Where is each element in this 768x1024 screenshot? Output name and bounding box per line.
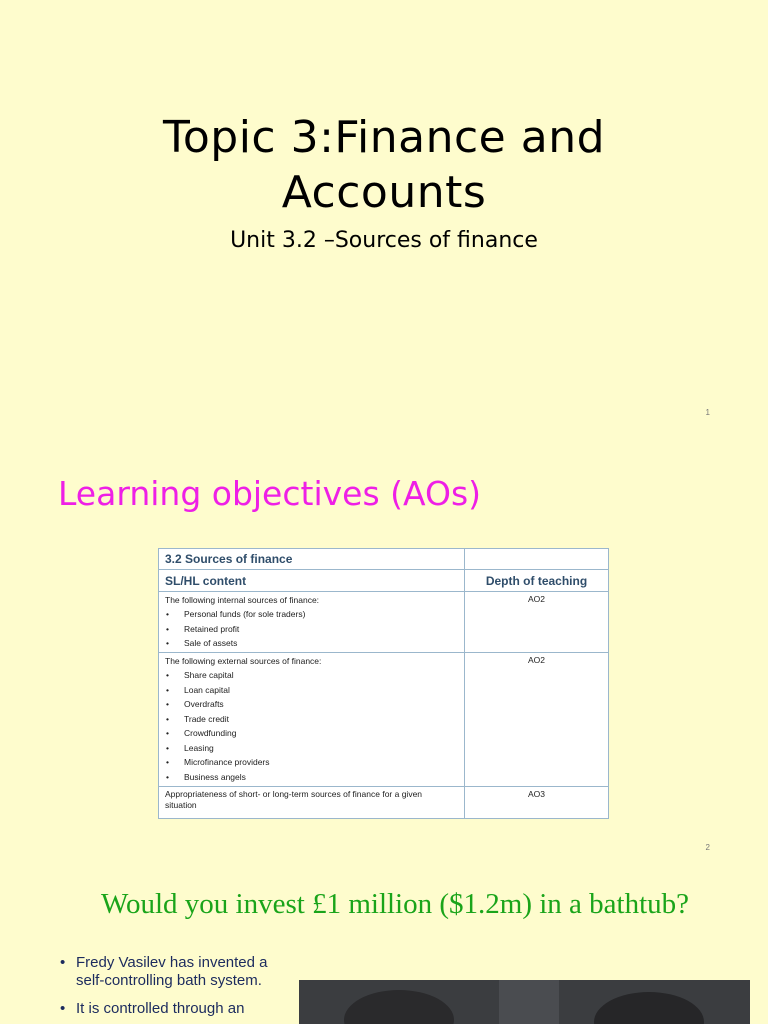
slide-1 [0,0,768,434]
list-item: • Share capital [166,670,234,680]
list-item: • Personal funds (for sole traders) [166,609,306,619]
row-intro-text: The following external sources of finance: [165,656,322,666]
depth-code: AO2 [527,655,545,665]
list-item: • Microfinance providers [166,757,270,767]
table-row [159,787,608,818]
list-item: • Trade credit [166,713,230,724]
slide-title-line-2: Accounts [281,167,487,218]
learning-objectives-heading: Learning objectives (AOs) [58,474,482,513]
table-row [159,592,608,653]
table-section-title: 3.2 Sources of finance [165,552,293,566]
row-intro-text: The following internal sources of finance: [165,595,320,605]
depth-code: AO2 [527,594,545,604]
depth-code: AO3 [527,789,545,799]
photo-placeholder [299,980,750,1024]
table-row [159,653,608,787]
inventor-photo [299,980,750,1024]
column-header-depth: Depth of teaching [485,574,588,588]
list-item: • Crowdfunding [166,728,237,738]
list-item: • Business angels [166,771,246,782]
list-item: • Fredy Vasilev has invented a self-controlling bath system. [60,954,268,989]
slide-title: Would you invest £1 million ($1.2m) in a bathtub? [100,888,690,920]
table-cell-content [165,594,319,651]
slide-3 [0,868,768,1024]
list-item: • It is controlled through an [60,1000,245,1017]
slide-2 [0,434,768,868]
slide-title-line-1: Topic 3:Finance and [162,112,606,163]
slide-subtitle: Unit 3.2 –Sources of finance [230,228,538,253]
table-cell-content [165,655,321,784]
table-section-title-row [159,549,608,570]
bullet-list [60,954,290,1024]
table-cell-content [165,789,455,811]
row-intro-text: Appropriateness of short- or long-term sources of finance for a given situation [165,789,423,810]
column-header-content: SL/HL content [165,574,247,588]
list-item: • Loan capital [166,684,230,695]
slide-number: 1 [705,408,710,417]
list-item: • Retained profit [166,623,240,634]
list-item: • Leasing [166,742,214,753]
syllabus-table [158,548,609,819]
list-item: • Overdrafts [166,699,224,709]
slide-title [0,110,768,220]
slide-number: 2 [705,843,710,852]
list-item: • Sale of assets [166,638,238,648]
table-header-row [159,570,608,592]
